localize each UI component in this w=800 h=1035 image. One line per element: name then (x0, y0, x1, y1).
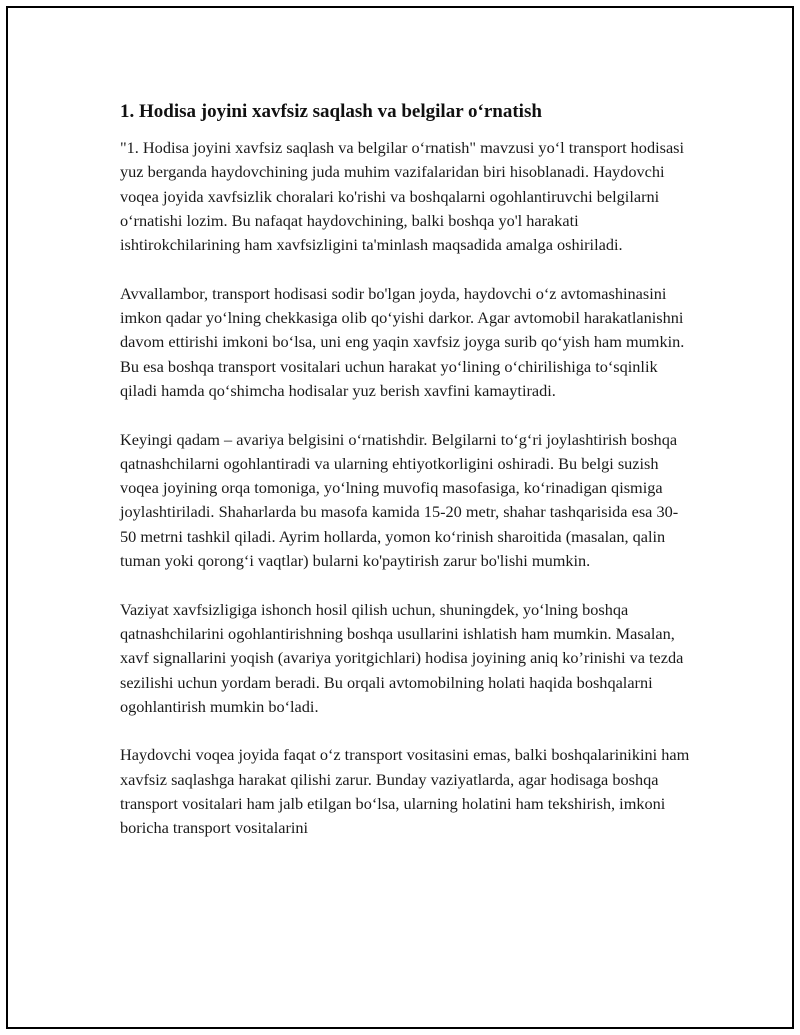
paragraph-4: Vaziyat xavfsizligiga ishonch hosil qilish uchun, shuningdek, yo‘lning boshqa qatnashchilarini ogohlantirishning boshqa usullarini ishlatish ham mumkin. Masalan, xavf signallarini yoqish (avariya yoritgichlari) hodisa joyining aniq ko’rinishi va tezda sezilishi uchun yordam beradi. Bu orqali avtomobilning holati haqida boshqalarni ogohlantirish mumkin bo‘ladi. (120, 599, 684, 716)
paragraph-1: "1. Hodisa joyini xavfsiz saqlash va belgilar o‘rnatish" mavzusi yo‘l transport hodisasi yuz berganda haydovchining juda muhim vazifalaridan biri hisoblanadi. Haydovchi voqea joyida xavfsizlik choralari ko'rishi va boshqalarni ogohlantiruvchi belgilarni o‘rnatishi lozim. Bu nafaqat haydovchining, balki boshqa yo'l harakati ishtirokchilarining ham xavfsizligini ta'minlash maqsadida amalga oshiriladi. (120, 138, 685, 255)
paragraph-5: Haydovchi voqea joyida faqat o‘z transport vositasini emas, balki boshqalarinikini ham xavfsiz saqlashga harakat qilishi zarur. Bunday vaziyatlarda, agar hodisaga boshqa transport vositalari ham jalb etilgan bo‘lsa, ularning holatini ham tekshirish, imkoni boricha transport vositalarini (120, 745, 690, 838)
paragraph-2: Avvallambor, transport hodisasi sodir bo'lgan joyda, haydovchi o‘z avtomashinasini imkon qadar yo‘lning chekkasiga olib qo‘yishi darkor. Agar avtomobil harakatlanishni davom ettirishi imkoni bo‘lsa, uni eng yaqin xavfsiz joyga surib qo‘yish ham mumkin. Bu esa boshqa transport vositalari uchun harakat yo‘lining o‘chirilishiga to‘sqinlik qiladi hamda qo‘shimcha hodisalar yuz berish xavfini kamaytiradi. (120, 283, 685, 400)
document-title: 1. Hodisa joyini xavfsiz saqlash va belgilar o‘rnatish (120, 101, 542, 122)
page-frame (6, 6, 794, 1029)
paragraph-3: Keyingi qadam – avariya belgisini o‘rnatishdir. Belgilarni to‘g‘ri joylashtirish boshqa qatnashchilarni ogohlantiradi va ularning ehtiyotkorligini oshiradi. Bu belgi suzish voqea joyining orqa tomoniga, yo‘lning muvofiq masofasiga, ko‘rinadigan qismiga joylashtiriladi. Shaharlarda bu masofa kamida 15-20 metr, shahar tashqarisida esa 30-50 metrni tashkil qiladi. Ayrim hollarda, yomon ko‘rinish sharoitida (masalan, qalin tuman yoki qorong‘i vaqtlar) bularni ko'paytirish zarur bo'lishi mumkin. (120, 429, 679, 571)
document-body (120, 100, 692, 865)
